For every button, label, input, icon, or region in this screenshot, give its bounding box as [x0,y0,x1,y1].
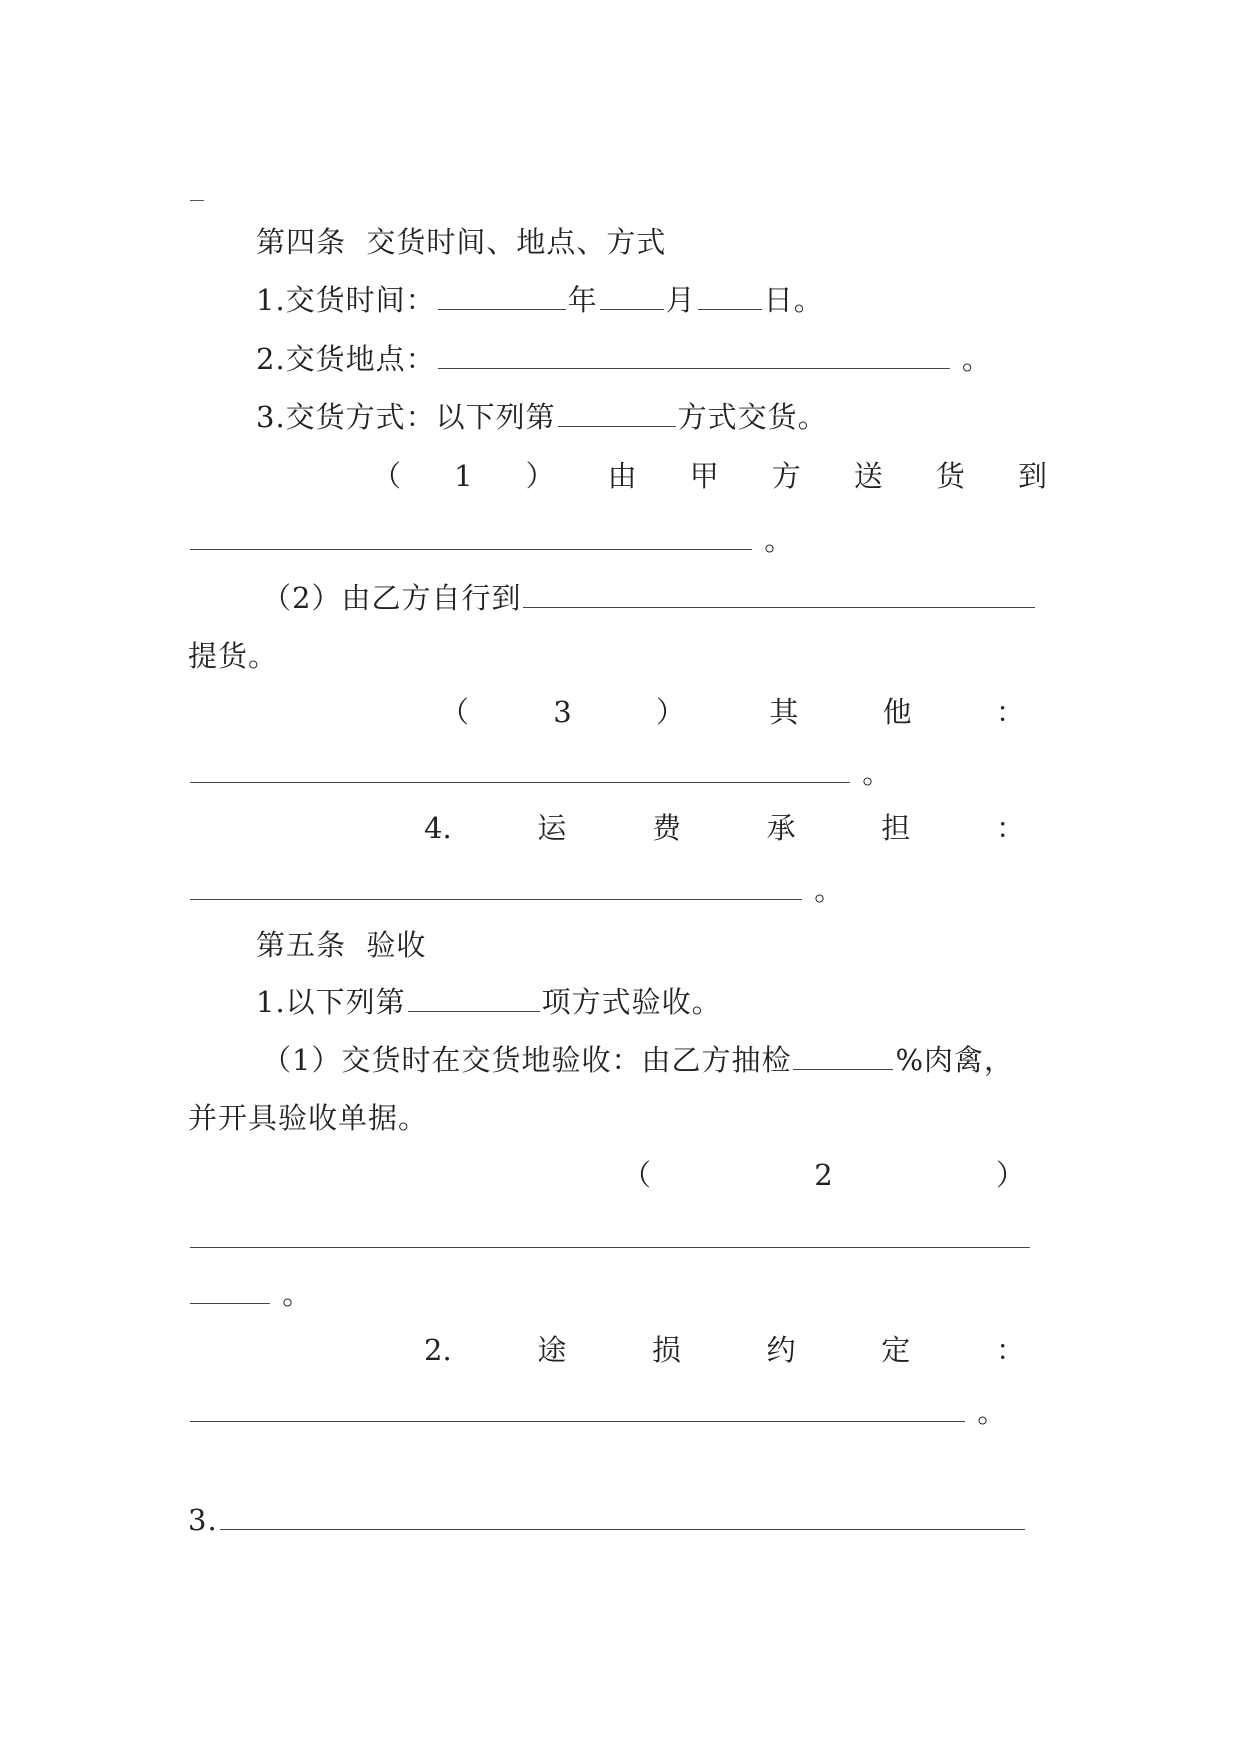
delivery-place-blank[interactable] [438,340,950,369]
opt1-token: 方 [771,459,801,493]
inspection-method-line [256,982,722,1022]
delivery-year-blank[interactable] [438,281,566,310]
opt3-token: ） [656,695,686,729]
freight-token: 4. [424,811,452,845]
loss-token: 2. [424,1333,452,1367]
opt1-token: ） [525,459,555,493]
delivery-place-line [256,339,992,379]
freight-token: 费 [651,811,681,845]
loss-token: 损 [651,1333,681,1367]
sampling-percent-blank[interactable] [793,1041,893,1070]
delivery-method-label: 3.交货方式：以下列第 [256,400,556,434]
option3-other-blank[interactable] [190,754,850,783]
option3-continuation [188,753,892,793]
item3-line [188,1500,1027,1540]
opt3-token: 他 [882,695,912,729]
inspection-option1-end: 并开具验收单据。 [188,1101,429,1135]
delivery-method-end: 方式交货。 [677,400,828,434]
inspection-option1-label: （1）交货时在交货地验收：由乙方抽检 [262,1043,792,1077]
transit-loss-end: 。 [967,1395,1008,1429]
inspection-option2-blank[interactable] [190,1219,1030,1248]
inspection-option2-spread-line [622,1155,1025,1195]
item3-blank[interactable] [220,1501,1025,1530]
option2-end: 提货。 [188,639,279,673]
option1-continuation [188,520,794,560]
delivery-day-blank[interactable] [698,281,762,310]
opt1-token: 送 [853,459,883,493]
inspection-option2-blank-line [188,1218,1032,1258]
inspection-option2-continuation [188,1274,312,1314]
inspection-method-blank[interactable] [408,983,540,1012]
transit-loss-spread-line [424,1330,1025,1370]
opt1-token: 甲 [689,459,719,493]
opt2-token: ） [995,1158,1025,1192]
option1-destination-blank[interactable] [190,521,752,550]
opt3-token: ： [995,695,1025,729]
opt3-token: 其 [769,695,799,729]
option2-pickup-blank[interactable] [523,579,1035,608]
opt1-token: 由 [607,459,637,493]
transit-loss-continuation [188,1392,1007,1432]
article5-heading: 第五条 验收 [256,928,427,962]
freight-token: 担 [881,811,911,845]
opt1-token: （ [372,459,402,493]
option1-end: 。 [754,523,795,557]
loss-token: 约 [766,1333,796,1367]
inspection-option1-line [262,1040,1014,1080]
freight-bearer-blank[interactable] [190,871,802,900]
day-label: 日。 [763,283,824,317]
delivery-place-end: 。 [951,342,992,376]
loss-token: ： [995,1333,1025,1367]
page-top-stub-line [190,200,204,201]
transit-loss-blank[interactable] [190,1393,965,1422]
opt1-token: 到 [1017,459,1047,493]
article4-heading: 第四条 交货时间、地点、方式 [256,225,667,259]
opt2-token: （ [622,1158,652,1192]
inspection-option1-mid: %肉禽， [895,1043,1015,1077]
delivery-time-label: 1.交货时间： [256,283,436,317]
freight-token: ： [995,811,1025,845]
inspection-method-label: 1.以下列第 [256,985,406,1019]
delivery-method-line [256,397,828,437]
delivery-time-line [256,280,824,320]
month-label: 月 [665,283,696,317]
year-label: 年 [567,283,598,317]
freight-end: 。 [804,873,845,907]
freight-continuation [188,870,844,910]
loss-token: 途 [537,1333,567,1367]
option2-line [262,578,1037,618]
option2-label: （2）由乙方自行到 [262,581,522,615]
freight-token: 承 [766,811,796,845]
opt1-token: 1 [454,459,473,493]
opt3-token: 3 [553,695,572,729]
option3-end: 。 [852,756,893,790]
delivery-place-label: 2.交货地点： [256,342,436,376]
loss-token: 定 [881,1333,911,1367]
delivery-month-blank[interactable] [600,281,664,310]
inspection-method-end: 项方式验收。 [541,985,722,1019]
opt2-token: 2 [814,1158,833,1192]
freight-spread-line [424,808,1025,848]
item3-label: 3. [188,1503,218,1537]
option1-spread-line [372,456,1047,496]
option3-spread-line [440,692,1025,732]
opt1-token: 货 [935,459,965,493]
opt3-token: （ [440,695,470,729]
freight-token: 运 [537,811,567,845]
inspection-option2-blank-tail[interactable] [190,1275,270,1304]
inspection-option2-end: 。 [272,1277,313,1311]
delivery-method-blank[interactable] [558,398,676,427]
